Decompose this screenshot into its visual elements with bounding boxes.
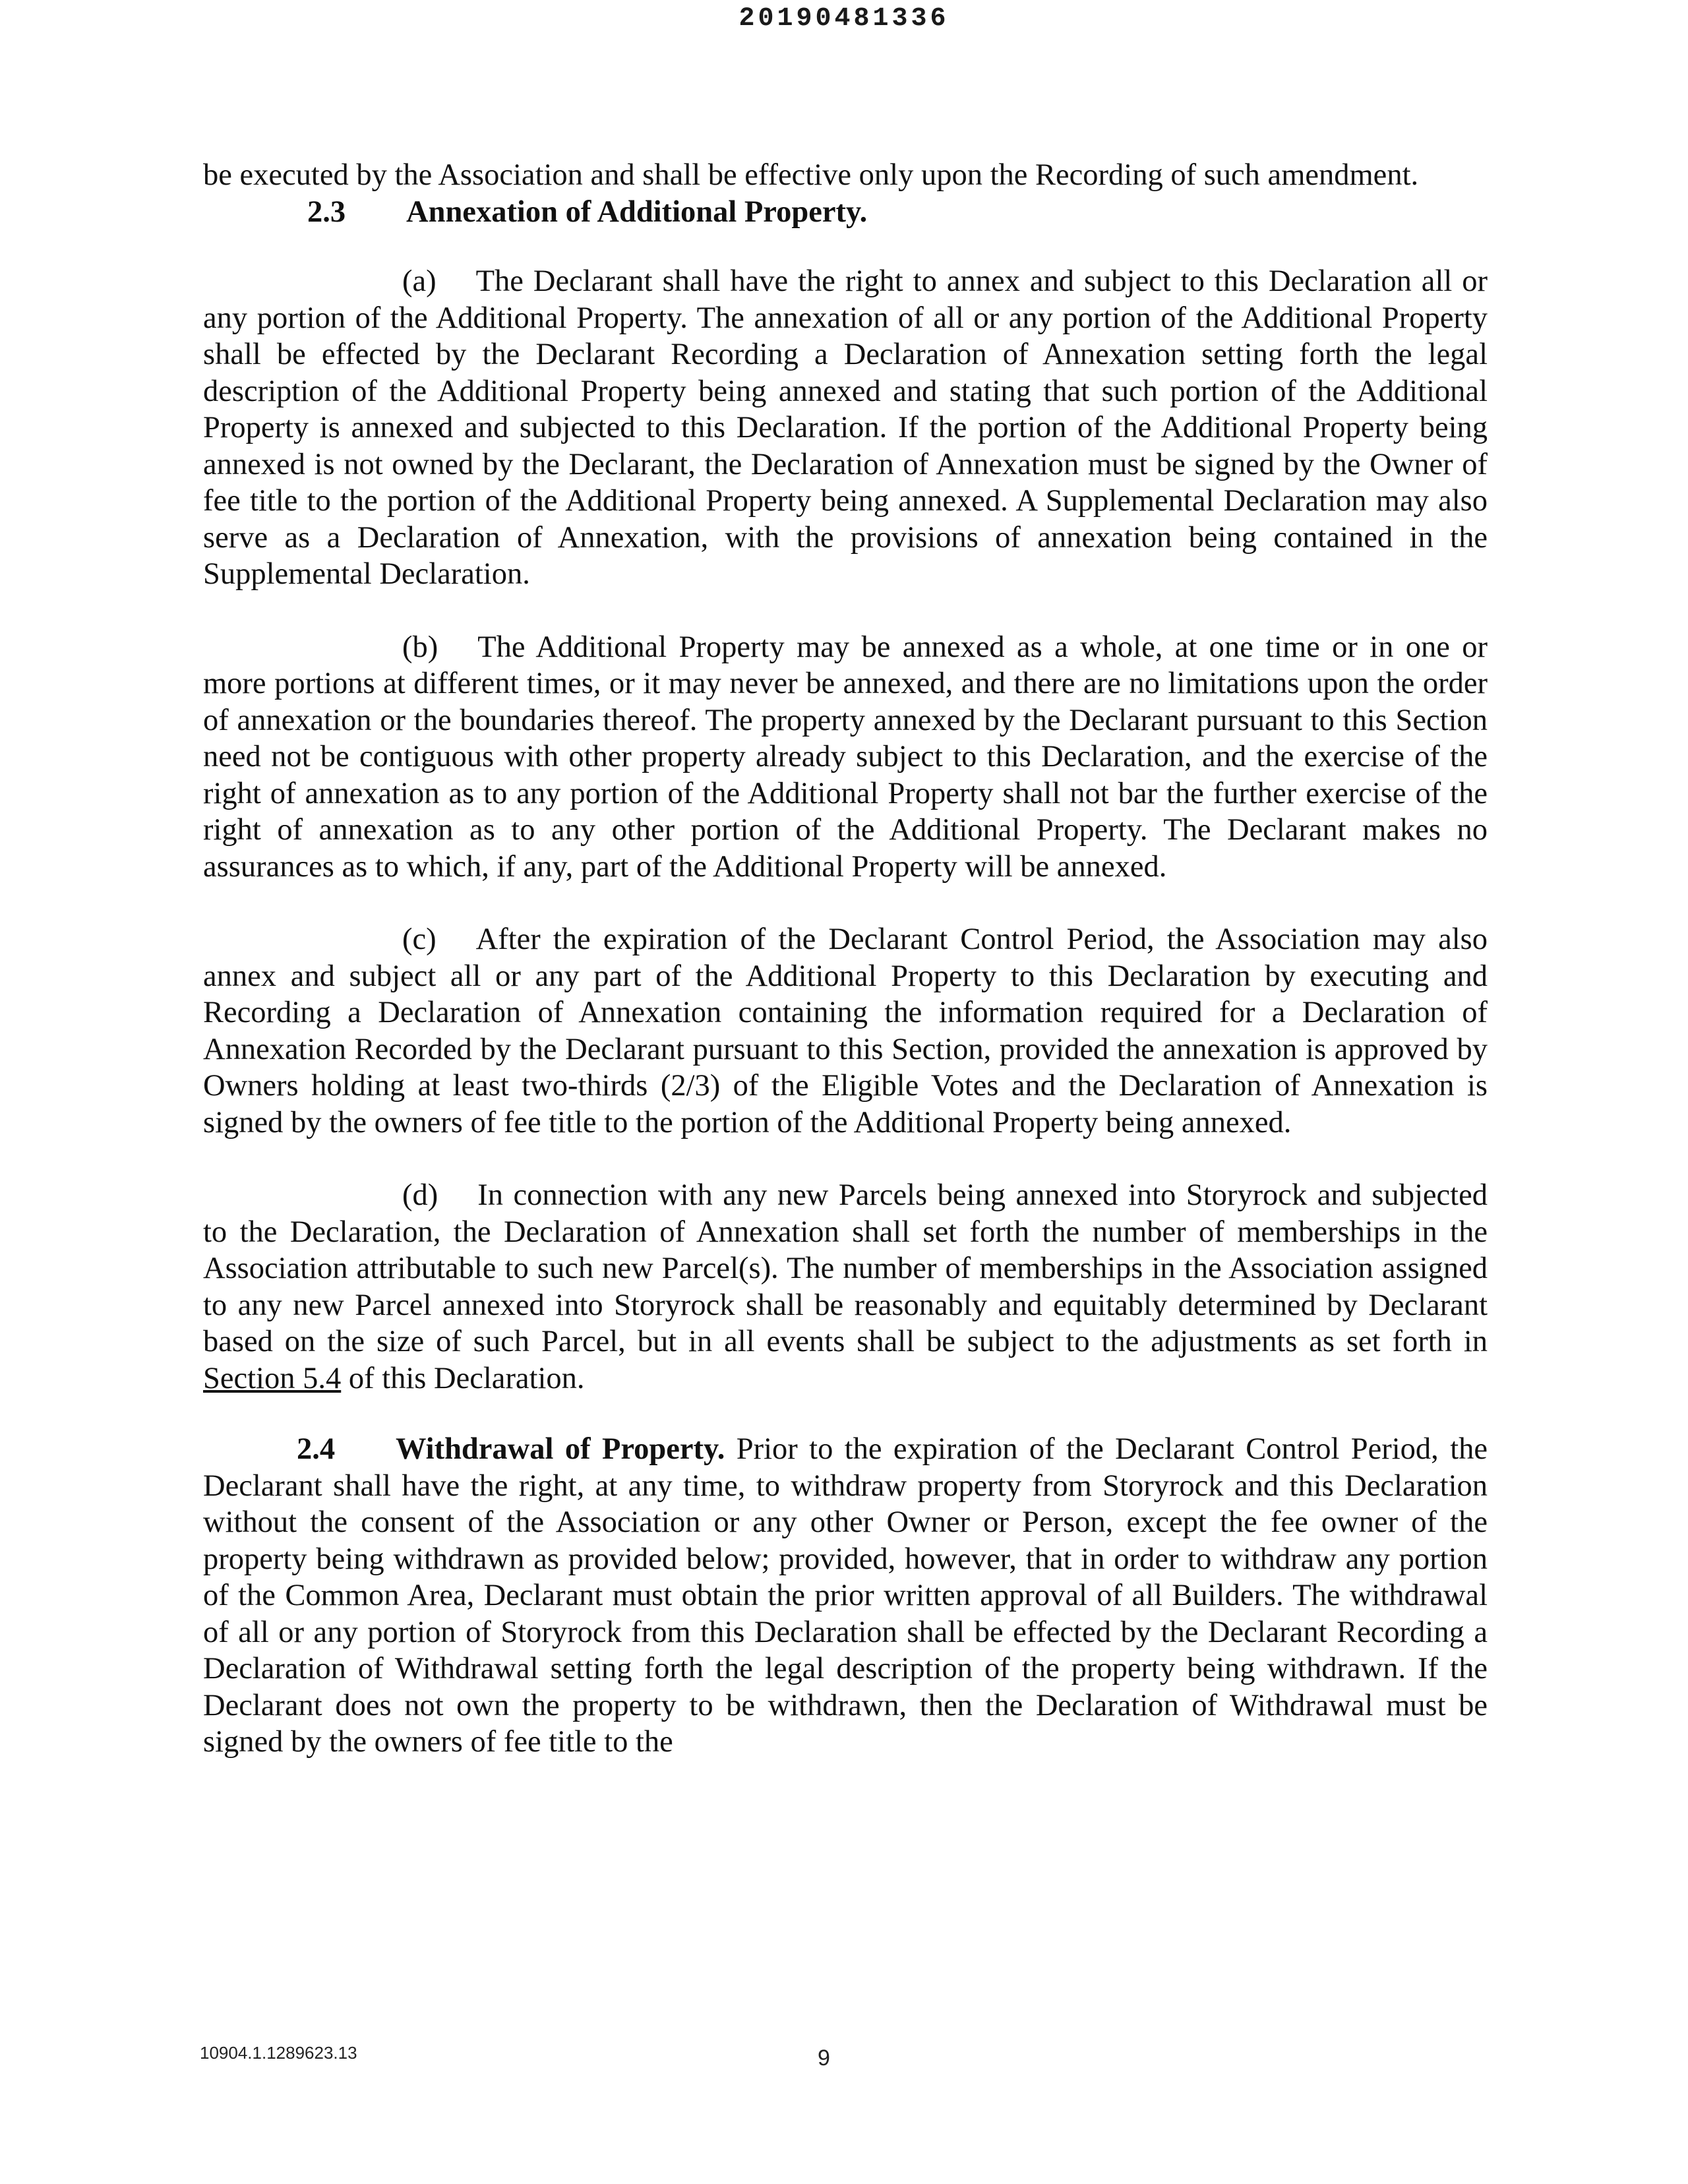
subsection-text: The Additional Property may be annexed as a whole, at one time or in one or more portions at different times, or it may never be annexed, and there are no limitations upon the order of annexation or the boundaries thereof. The property annexed by the Declarant pursuant to this Section need not be contiguous with other property already subject to this Declaration, and the exercise of the right of annexation as to any portion of the Additional Property shall not bar the further exercise of the right of annexation as to any other portion of the Additional Property. The Declarant makes no assurances as to which, if any, part of the Additional Property will be annexed. — [203, 630, 1488, 884]
footer-document-id: 10904.1.1289623.13 — [200, 2043, 357, 2063]
subsection-label: (c) — [402, 923, 437, 956]
section-title: Withdrawal of Property. — [396, 1432, 725, 1466]
section-2-4 — [203, 1431, 1488, 1761]
subsection-label: (b) — [402, 630, 438, 664]
section-heading-2-3 — [203, 194, 1488, 231]
subsection-text: In connection with any new Parcels being annexed into Storyrock and subjected to the Declaration, the Declaration of Annexation shall set forth the number of memberships in the Association attributable to such new Parcel(s). The number of memberships in the Association assigned to any new Parcel annexed into Storyrock shall be reasonably and equitably determined by Declarant based on the size of such Parcel, but in all events shall be subject to the adjustments as set forth in — [203, 1178, 1488, 1358]
recording-number: 20190481336 — [738, 4, 950, 34]
subsection-label: (d) — [402, 1178, 438, 1212]
page-number: 9 — [818, 2046, 830, 2071]
subsection-b — [203, 629, 1488, 886]
subsection-c — [203, 921, 1488, 1141]
subsection-d — [203, 1177, 1488, 1397]
section-reference-link: Section 5.4 — [203, 1361, 342, 1395]
section-number: 2.3 — [307, 195, 346, 229]
subsection-label: (a) — [402, 264, 437, 298]
subsection-a — [203, 263, 1488, 593]
document-body — [203, 157, 1488, 1761]
subsection-text: The Declarant shall have the right to annex and subject to this Declaration all or any portion of the Additional Property. The annexation of all or any portion of the Additional Property shall be effected by the Declarant Recording a Declaration of Annexation setting forth the legal description of the Additional Property being annexed and stating that such portion of the Additional Property is annexed and subjected to this Declaration. If the portion of the Additional Property being annexed is not owned by the Declarant, the Declaration of Annexation must be signed by the Owner of fee title to the portion of the Additional Property being annexed. A Supplemental Declaration may also serve as a Declaration of Annexation, with the provisions of annexation being contained in the Supplemental Declaration. — [203, 264, 1488, 591]
carryover-paragraph: be executed by the Association and shall be effective only upon the Recording of such amendment. — [203, 158, 1419, 192]
section-text: Prior to the expiration of the Declarant Control Period, the Declarant shall have the right, at any time, to withdraw property from Storyrock and this Declaration without the consent of the Association or any other Owner or Person, except the fee owner of the property being withdrawn as provided below; provided, however, that in order to withdraw any portion of the Common Area, Declarant must obtain the prior written approval of all Builders. The withdrawal of all or any portion of Storyrock from this Declaration shall be effected by the Declarant Recording a Declaration of Withdrawal setting forth the legal description of the property being withdrawn. If the Declarant does not own the property to be withdrawn, then the Declaration of Withdrawal must be signed by the owners of fee title to the — [203, 1432, 1488, 1759]
section-number: 2.4 — [297, 1432, 336, 1466]
subsection-text: After the expiration of the Declarant Control Period, the Association may also annex and subject all or any part of the Additional Property to this Declaration by executing and Recording a Declaration of Annexation containing the information required for a Declaration of Annexation Recorded by the Declarant pursuant to this Section, provided the annexation is approved by Owners holding at least two-thirds (2/3) of the Eligible Votes and the Declaration of Annexation is signed by the owners of fee title to the portion of the Additional Property being annexed. — [203, 923, 1488, 1139]
subsection-text-end: of this Declaration. — [348, 1361, 585, 1395]
section-title: Annexation of Additional Property. — [406, 195, 868, 229]
